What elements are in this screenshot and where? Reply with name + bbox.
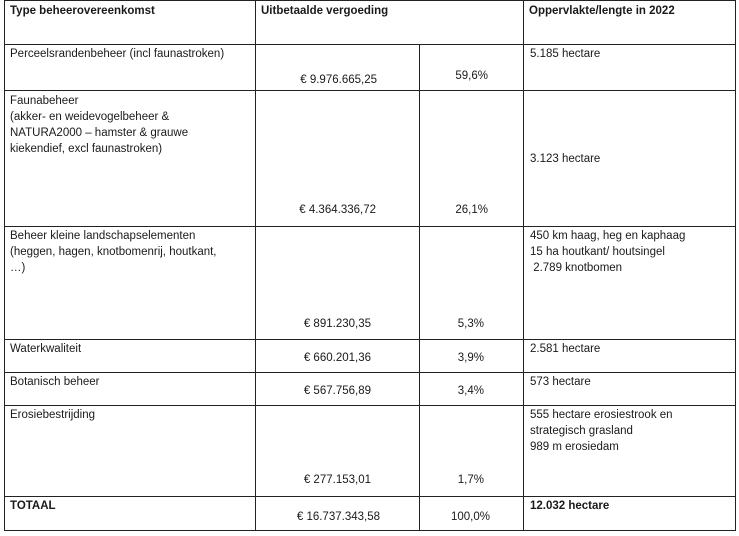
row-percent: 26,1% (455, 204, 488, 216)
row-area: 2.581 hectare (530, 343, 601, 355)
border-col-percent (419, 44, 420, 531)
row-type: Beheer kleine landschapselementen (10, 230, 196, 242)
total-area: 12.032 hectare (530, 500, 610, 512)
row-type: kiekendief, excl faunastroken) (10, 143, 163, 155)
row-area: 450 km haag, heg en kaphaag (530, 230, 686, 242)
row-area: 573 hectare (530, 376, 591, 388)
row-type: Faunabeheer (10, 95, 79, 107)
row-percent: 3,9% (457, 352, 484, 364)
border-right (735, 0, 736, 531)
row-percent: 3,4% (457, 385, 484, 397)
border-row-4 (4, 372, 736, 373)
row-amount: € 277.153,01 (303, 474, 371, 486)
row-type: …) (10, 262, 26, 274)
row-type: (heggen, hagen, knotbomenrij, houtkant, (10, 246, 217, 258)
row-amount: € 660.201,36 (303, 352, 371, 364)
row-type: Perceelsrandenbeheer (incl faunastroken) (10, 48, 225, 60)
row-amount: € 9.976.665,25 (300, 74, 377, 86)
row-area: 5.185 hectare (530, 48, 601, 60)
border-header (4, 44, 736, 45)
row-area: 3.123 hectare (530, 153, 601, 165)
border-row-3 (4, 339, 736, 340)
total-label: TOTAAL (10, 500, 56, 512)
row-amount: € 4.364.336,72 (299, 204, 376, 216)
border-col-area (523, 0, 524, 531)
row-type: (akker- en weidevogelbeheer & (10, 111, 170, 123)
row-type: Erosiebestrijding (10, 409, 96, 421)
row-area: strategisch grasland (530, 425, 633, 437)
row-amount: € 891.230,35 (303, 318, 371, 330)
row-area: 555 hectare erosiestrook en (530, 409, 673, 421)
total-percent: 100,0% (450, 511, 490, 523)
border-row-5 (4, 405, 736, 406)
border-col-payment (255, 0, 256, 531)
row-percent: 59,6% (455, 70, 488, 82)
header-type: Type beheerovereenkomst (10, 5, 155, 17)
total-amount: € 16.737.343,58 (296, 511, 380, 523)
row-area: 2.789 knotbomen (530, 262, 623, 274)
row-percent: 1,7% (457, 474, 484, 486)
border-bottom (4, 530, 736, 531)
row-type: NATURA2000 – hamster & grauwe (10, 127, 189, 139)
row-area: 989 m erosiedam (530, 441, 619, 453)
border-row-1 (4, 90, 736, 91)
row-percent: 5,3% (457, 318, 484, 330)
row-type: Waterkwaliteit (10, 343, 82, 355)
border-top (4, 0, 736, 1)
border-left (4, 0, 5, 531)
row-amount: € 567.756,89 (303, 385, 371, 397)
header-payment: Uitbetaalde vergoeding (261, 5, 389, 17)
row-type: Botanisch beheer (10, 376, 100, 388)
header-area: Oppervlakte/lengte in 2022 (529, 5, 675, 17)
border-row-2 (4, 226, 736, 227)
border-row-6 (4, 496, 736, 497)
row-area: 15 ha houtkant/ houtsingel (530, 246, 665, 258)
